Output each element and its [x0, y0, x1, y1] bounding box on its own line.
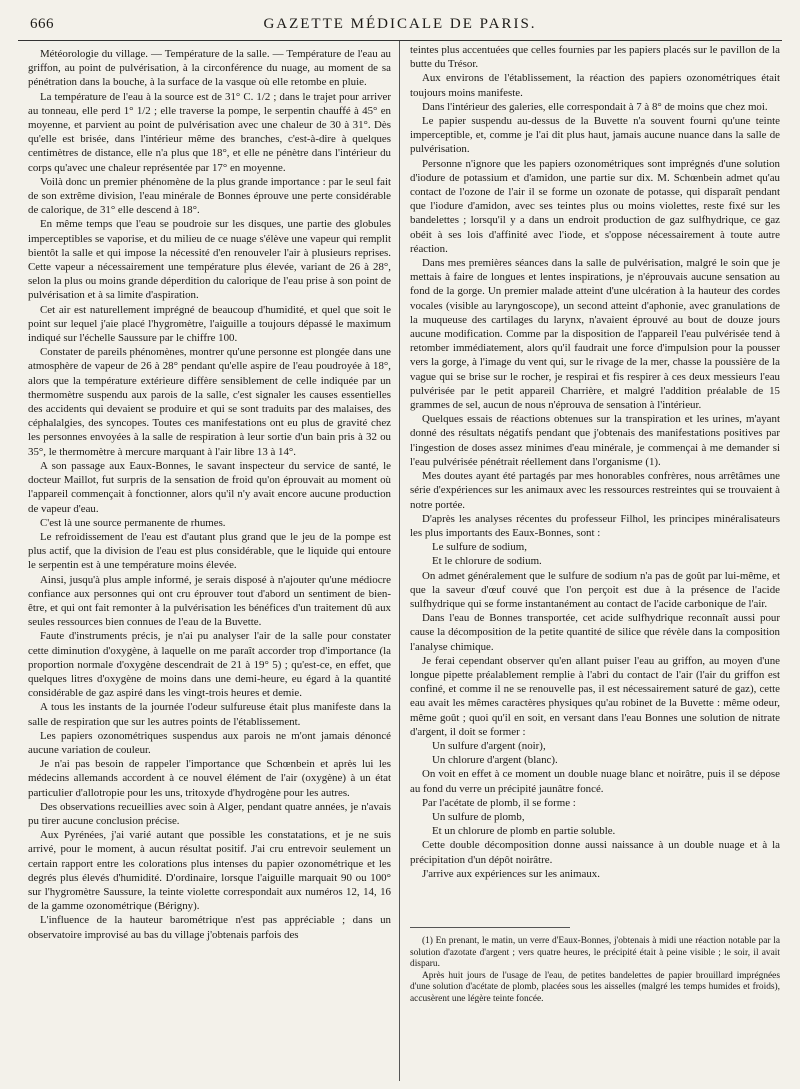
paragraph: Voilà donc un premier phénomène de la plus grande importance : par le seul fait de son extrême division, l'eau minérale de Bonnes éprouve une perte considérable de calorique, de 31° elle descend à 18°.	[28, 175, 391, 217]
paragraph: Cet air est naturellement imprégné de beaucoup d'humidité, et quel que soit le point sur lequel j'aie placé l'hygromètre, l'aiguille a toujours dépassé le maximum indiqué sur l'échelle Saussure par le chiffre 100.	[28, 303, 391, 345]
paragraph: Dans mes premières séances dans la salle de pulvérisation, malgré le soin que je mettais à faire de longues et lentes inspirations, je n'éprouvais aucune sensation au fond de la gorge. Un premier malade atteint d'une ulcération à la hauteur des cordes vocales (visible au laryngoscope), un second atteint d'aphonie, avec granulations de la muqueuse des cartilages du larynx, n'avaient éprouvé au bout de douze jours aucune modification. Comme par la disposition de l'appareil l'eau pulvérisée tend à retomber immédiatement, alors qu'il faudrait une force d'impulsion pour la pousser vers la gorge, à l'image du vent qui, sur le rivage de la mer, chasse la poussière de la vague qui se brise sur le rocher, je respirai et fis respirer à ces deux messieurs l'eau pulvérisée par le petit appareil Charrière, et malgré l'addition préalable de 15 grammes de sel, aucun de nous n'éprouva de sensation à l'intérieur.	[410, 257, 780, 412]
paragraph: Le papier suspendu au-dessus de la Buvette n'a souvent fourni qu'une teinte imperceptible, et, comme je l'ai dit plus haut, jamais aucune nuance dans la salle de pulvérisation.	[410, 115, 780, 156]
paragraph: Aux Pyrénées, j'ai varié autant que possible les constatations, et je ne suis arrivé, pour le moment, à aucun résultat positif. J'ai cru entrevoir seulement un certain rapport entre les colorations plus intenses du papier ozonométrique et les degrés plus élevés d'humidité. D'ordinaire, lorsque l'aiguille marquait 90 ou 100° sur l'hygromètre Saussure, la teinte violette correspondait aux numéros 12, 14, 16 de la gamme ozonométrique (Bérigny).	[28, 829, 391, 913]
running-title: GAZETTE MÉDICALE DE PARIS.	[263, 16, 537, 32]
paragraph: A son passage aux Eaux-Bonnes, le savant inspecteur du service de santé, le docteur Maillot, fut surpris de la sensation de froid qu'on éprouvait au moment où l'appareil commençait à fonctionner, alors qu'il n'y avait encore aucune production de vapeur d'eau.	[28, 459, 391, 515]
paragraph: Faute d'instruments précis, je n'ai pu analyser l'air de la salle pour constater cette diminution d'oxygène, à laquelle on me paraît accorder trop d'importance (la proportion normale d'oxygène descendrait de 21 à 19° 5) ; qu'est-ce, en effet, que quelques litres d'oxygène de moins dans une demi-heure, eu égard à la quantité considérable de gaz aspiré dans les vingt-trois heures et demie.	[28, 630, 391, 700]
paragraph: Les papiers ozonométriques suspendus aux parois ne m'ont jamais dénoncé aucune variation de couleur.	[28, 729, 391, 756]
list-line: Et un chlorure de plomb en partie soluble.	[432, 825, 616, 838]
paragraph: Je n'ai pas besoin de rappeler l'importance que Schœnbein et après lui les médecins allemands accordent à ce nouvel élément de l'air (oxygène) à un état particulier d'allotropie pour les uns, tritoxyde d'hydrogène pour les autres.	[28, 758, 391, 799]
list-line: Un chlorure d'argent (blanc).	[432, 754, 558, 767]
paragraph: A tous les instants de la journée l'odeur sulfureuse était plus manifeste dans la salle de respiration que sur les autres points de l'établissement.	[28, 701, 391, 728]
footnote: (1) En prenant, le matin, un verre d'Eaux-Bonnes, j'obtenais à midi une réaction notable par la solution d'azotate d'argent ; vers quatre heures, le précipité était à peine visible ; le soir, il avait disparu.	[410, 935, 780, 970]
paragraph: J'arrive aux expériences sur les animaux.	[422, 867, 600, 880]
footnote-rule	[410, 927, 570, 928]
paragraph: En même temps que l'eau se poudroie sur les disques, une partie des globules imperceptibles se vaporise, et du milieu de ce nuage s'élève une vapeur qui remplit bientôt la salle et qui impose la nécessité d'en renouveler l'air à plusieurs reprises. Cette vapeur a nécessairement une température plus élevée, variant de 26 à 28°, selon la plus ou moins grande déperdition du calorique de l'eau prise à son point de pulvérisation et à sa limite d'aspiration.	[28, 218, 391, 302]
list-line: Et le chlorure de sodium.	[432, 555, 542, 568]
paragraph: Dans l'eau de Bonnes transportée, cet acide sulfhydrique reconnaît aussi pour cause la décomposition de la petite quantité de silice que révèle dans la composition l'analyse chimique.	[410, 612, 780, 653]
text-columns	[18, 41, 782, 1081]
paragraph: La température de l'eau à la source est de 31° C. 1/2 ; dans le trajet pour arriver au tonneau, elle perd 1° 1/2 ; elle traverse la pompe, le serpentin chauffé à 45° en moyenne, et parvient au point de pulvérisation avec une chaleur de 30 à 31°. Dès qu'elle est brisée, dans l'intérieur même des branches, c'est-à-dire à quelques centimètres de distance, elle n'a plus que 18°, et elle ne pénètre dans l'intérieur du corps qu'avec une chaleur représentée par 17° en moyenne.	[28, 90, 391, 174]
paragraph: teintes plus accentuées que celles fournies par les papiers placés sur le pavillon de la butte du Trésor.	[410, 44, 780, 71]
paragraph: Par l'acétate de plomb, il se forme :	[422, 796, 576, 809]
paragraph: Aux environs de l'établissement, la réaction des papiers ozonométriques était toujours moins manifeste.	[410, 72, 780, 99]
paragraph: D'après les analyses récentes du professeur Filhol, les principes minéralisateurs les plus importants des Eaux-Bonnes, sont :	[410, 512, 780, 539]
paragraph: Dans l'intérieur des galeries, elle correspondait à 7 à 8° de moins que chez moi.	[422, 100, 768, 113]
list-line: Le sulfure de sodium,	[432, 541, 527, 554]
paragraph: Cette double décomposition donne aussi naissance à un double nuage et à la précipitation d'un dépôt noirâtre.	[410, 839, 780, 866]
paragraph: On voit en effet à ce moment un double nuage blanc et noirâtre, puis il se dépose au fond du verre un précipité jaunâtre foncé.	[410, 768, 780, 795]
paragraph: Personne n'ignore que les papiers ozonométriques sont imprégnés d'une solution d'iodure de potassium et d'amidon, une partie sur dix. M. Schœnbein admet qu'au contact de l'ozone de l'air il se forme un ozonate de potasse, qui disparaît pendant que l'iodure d'amidon, avec ses teintes plus ou moins violettes, reste fixé sur les bandelettes ; lorsqu'il y a dans un endroit production de gaz sulfhydrique, ce gaz obéit à ses lois d'affinité avec l'iode, et s'oppose nécessairement à toute autre réaction.	[410, 157, 780, 255]
paragraph: L'influence de la hauteur barométrique n'est pas appréciable ; dans un observatoire improvisé au bas du village j'obtenais parfois des	[28, 914, 391, 941]
paragraph: Quelques essais de réactions obtenues sur la transpiration et les urines, m'ayant donné des résultats négatifs pendant que j'obtenais des manifestations positives par l'ingestion de doses assez minimes d'eau minérale, je commençai à me demander si l'eau pulvérisée pénétrait réellement dans l'organisme (1).	[410, 413, 780, 468]
paragraph: C'est là une source permanente de rhumes.	[40, 516, 226, 529]
paragraph: Mes doutes ayant été partagés par mes honorables confrères, nous arrêtâmes une série d'expériences sur les animaux avec les ressources restreintes qui se trouvaient à notre portée.	[410, 470, 780, 511]
page-number: 666	[30, 16, 54, 32]
paragraph: On admet généralement que le sulfure de sodium n'a pas de goût par lui-même, et que la saveur d'œuf couvé que l'on perçoit est due à la présence de l'acide sulfhydrique qui se forme instantanément au contact de l'acide carbonique de l'air.	[410, 569, 780, 610]
paragraph: Je ferai cependant observer qu'en allant puiser l'eau au griffon, au moyen d'une longue pipette préalablement remplie à l'abri du contact de l'air (l'air du griffon est confiné, et comme il ne se renouvelle pas, il est nécessairement saturé de gaz), cette eau avait les mêmes caractères physiques qu'au robinet de la Buvette : même odeur, même goût ; quoi qu'il en soit, en versant dans l'eau Bonnes une solution de nitrate d'argent, il doit se former :	[410, 654, 780, 738]
paragraph: Météorologie du village. — Température de la salle. — Température de l'eau au griffon, au point de pulvérisation, à la circonférence du nuage, au moment de sa pénétration dans la bouche, à la surface de la vasque où elle retombe en pluie.	[28, 48, 391, 89]
paragraph: Le refroidissement de l'eau est d'autant plus grand que le jeu de la pompe est plus actif, que la division de l'eau est plus considérable, que le liquide qui entoure le serpentin est à une température moins élevée.	[28, 530, 391, 572]
right-column	[400, 41, 782, 1081]
paragraph: Ainsi, jusqu'à plus ample informé, je serais disposé à n'ajouter qu'une médiocre confiance aux personnes qui ont cru éprouver tout d'abord un sentiment de bien-être, et qui ont fait remonter à la pulvérisation les bénéfices d'un traitement dû aux seules ressources bien connues de l'eau de la Buvette.	[28, 573, 391, 629]
left-column	[18, 41, 400, 1081]
paragraph: Constater de pareils phénomènes, montrer qu'une personne est plongée dans une atmosphère de vapeur de 26 à 28° pendant qu'elle aspire de l'eau poudroyée à 18°, alors que la température extérieure diffère sensiblement de celle indiquée par un thermomètre suspendu aux parois de la salle, c'est signaler les causes essentielles des accidents qui devaient se produire et qui se sont traduits par des malaises, des céphalalgies, des syncopes. Toutes ces manifestations ont eu plus de gravité chez les personnes envoyées à la salle de respiration à leur sortie d'un bain pris à 32 ou 35°, le thermomètre à mercure marquant à l'air libre 13 à 14°.	[28, 346, 391, 458]
list-line: Un sulfure d'argent (noir),	[432, 739, 546, 752]
list-line: Un sulfure de plomb,	[432, 810, 525, 823]
paragraph: Des observations recueillies avec soin à Alger, pendant quatre années, je n'avais pu tirer aucune conclusion précise.	[28, 800, 391, 827]
footnote: Après huit jours de l'usage de l'eau, de petites bandelettes de papier brouillard imprégnées d'une solution d'acétate de plomb, placées sous les aisselles (malgré les temps humides et froids), accusèrent une légère teinte foncée.	[410, 970, 780, 1004]
page-header	[18, 14, 782, 41]
